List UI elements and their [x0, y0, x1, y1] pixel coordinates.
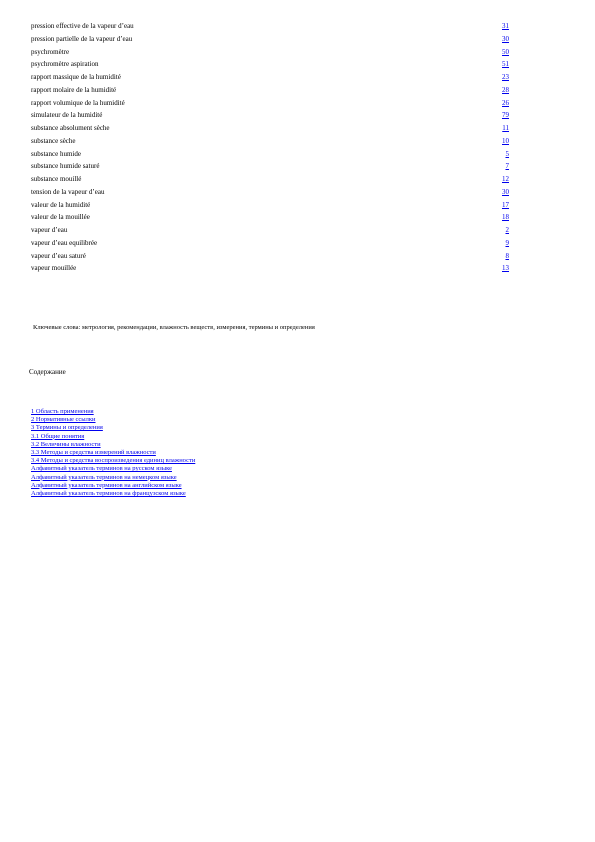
index-page-link[interactable]: 28: [502, 85, 509, 94]
index-page-link[interactable]: 51: [502, 60, 509, 69]
index-page-link[interactable]: 26: [502, 98, 509, 107]
index-row: [31, 97, 509, 110]
index-term: psychromètre: [31, 47, 70, 56]
index-row: [31, 224, 509, 237]
toc-link[interactable]: 2 Нормативные ссылки: [31, 416, 96, 424]
index-row: [31, 84, 509, 97]
index-term: substance humide saturé: [31, 162, 100, 171]
index-page-link[interactable]: 18: [502, 213, 509, 222]
toc-link[interactable]: Алфавитный указатель терминов на немецком языке: [31, 473, 177, 481]
index-term: tension de la vapeur d’eau: [31, 187, 105, 196]
index-row: [31, 199, 509, 212]
index-term: substance absolument sèche: [31, 124, 110, 132]
index-term: psychromètre aspiration: [31, 60, 99, 69]
index-term: pression partielle de la vapeur d’eau: [31, 34, 133, 43]
toc-link[interactable]: 3.2 Величины влажности: [31, 440, 101, 448]
index-row: [31, 20, 509, 33]
index-row: [31, 148, 509, 161]
toc-link[interactable]: 1 Область применения: [31, 408, 94, 415]
table-of-contents: [31, 408, 195, 498]
index-term: substance mouillé: [31, 175, 82, 183]
toc-link[interactable]: Алфавитный указатель терминов на английском языке: [31, 481, 182, 489]
index-term: pression effective de la vapeur d’eau: [31, 22, 134, 30]
toc-link[interactable]: 3.1 Общие понятия: [31, 432, 85, 440]
index-row: [31, 211, 509, 224]
index-page-link[interactable]: 30: [502, 187, 509, 196]
index-page-link[interactable]: 9: [505, 238, 509, 247]
index-row: [31, 33, 509, 46]
index-row: [31, 122, 509, 135]
term-index: [31, 20, 509, 275]
toc-link[interactable]: 3 Термины и определения: [31, 424, 103, 432]
toc-link[interactable]: 3.3 Методы и средства измерений влажности: [31, 449, 156, 457]
index-page-link[interactable]: 12: [502, 175, 509, 183]
index-row: [31, 250, 509, 263]
index-page-link[interactable]: 17: [502, 200, 509, 209]
index-page-link[interactable]: 5: [505, 149, 509, 158]
index-page-link[interactable]: 23: [502, 73, 509, 81]
index-term: substance humide: [31, 149, 81, 158]
toc-link[interactable]: Алфавитный указатель терминов на русском языке: [31, 465, 172, 473]
toc-link[interactable]: 3.4 Методы и средства воспроизведения единиц влажности: [31, 457, 196, 465]
index-term: valeur de la mouillée: [31, 213, 90, 222]
index-row: [31, 71, 509, 84]
index-row: [31, 186, 509, 199]
index-row: [31, 46, 509, 59]
index-row: [31, 58, 509, 71]
index-term: vapeur d’eau equilibrée: [31, 238, 98, 247]
index-row: [31, 109, 509, 122]
index-term: vapeur mouillée: [31, 264, 77, 273]
index-term: rapport massique de la humidité: [31, 73, 121, 81]
index-row: [31, 173, 509, 186]
index-term: rapport volumique de la humidité: [31, 98, 125, 107]
index-term: vapeur d’eau saturé: [31, 251, 86, 260]
index-row: [31, 237, 509, 250]
index-page-link[interactable]: 8: [505, 251, 509, 260]
index-page-link[interactable]: 11: [502, 124, 509, 132]
index-page-link[interactable]: 7: [505, 162, 509, 171]
index-page-link[interactable]: 79: [502, 111, 509, 120]
index-term: substance sèche: [31, 136, 76, 145]
index-page-link[interactable]: 31: [502, 22, 509, 30]
index-row: [31, 135, 509, 148]
index-page-link[interactable]: 30: [502, 34, 509, 43]
index-page-link[interactable]: 50: [502, 47, 509, 56]
index-term: rapport molaire de la humidité: [31, 85, 117, 94]
index-page-link[interactable]: 10: [502, 136, 509, 145]
index-page-link[interactable]: 13: [502, 264, 509, 273]
index-term: vapeur d’eau: [31, 226, 68, 234]
index-row: [31, 160, 509, 173]
toc-title: Содержание: [29, 368, 66, 376]
toc-link[interactable]: Алфавитный указатель терминов на французском языке: [31, 490, 186, 498]
keywords-line: Ключевые слова: метрология, рекомендации, влажность веществ, измерения, термины и определения: [33, 324, 315, 331]
index-page-link[interactable]: 2: [505, 226, 509, 234]
index-term: simulateur de la humidité: [31, 111, 103, 120]
index-row: [31, 262, 509, 275]
index-term: valeur de la humidité: [31, 200, 91, 209]
